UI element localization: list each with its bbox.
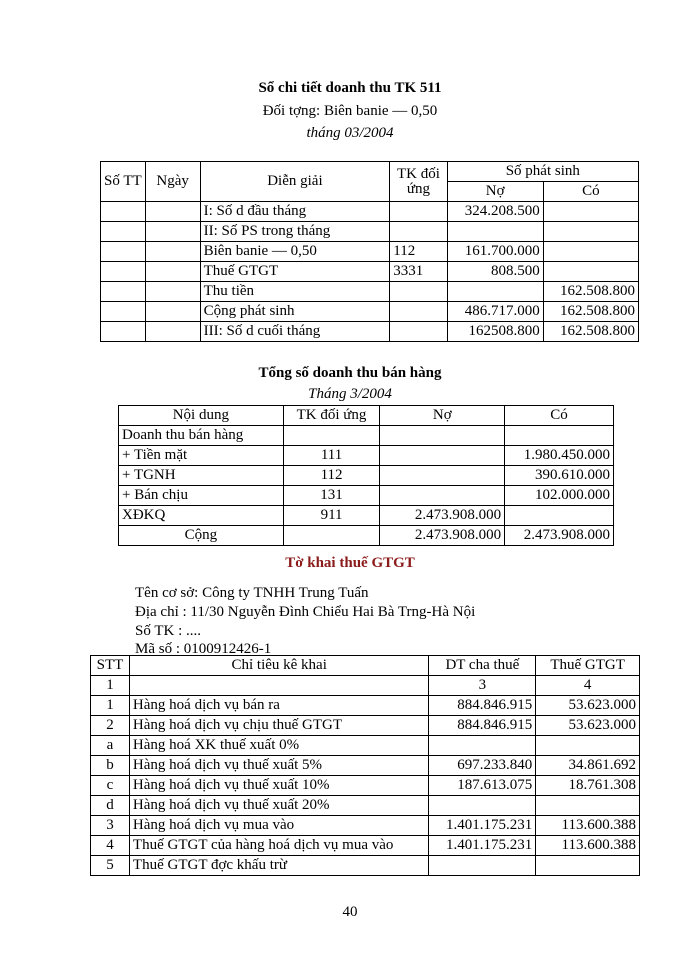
row-stt: 1 [91,696,130,716]
row-description: Cộng phát sinh [200,302,390,322]
col-number-item [129,676,429,696]
row-vat: 53.623.000 [536,716,640,736]
header-credit: Có [505,406,614,426]
table-row [101,242,639,262]
header-date: Ngày [145,162,200,202]
row-vat: 113.600.388 [536,816,640,836]
row-revenue: 1.401.175.231 [429,816,536,836]
row-vat [536,736,640,756]
row-debit: 486.717.000 [447,302,543,322]
header-credit: Có [543,182,638,202]
row-vat: 18.761.308 [536,776,640,796]
row-credit [505,506,614,526]
row-revenue: 884.846.915 [429,716,536,736]
row-account [283,426,380,446]
row-debit [447,282,543,302]
row-account: 911 [283,506,380,526]
vat-declaration-table [90,655,640,876]
revenue-summary-title: Tổng số doanh thu bán hàng [258,365,442,381]
total-debit: 2.473.908.000 [380,526,505,546]
header-vat: Thuế GTGT [536,656,640,676]
row-revenue [429,736,536,756]
row-vat [536,796,640,816]
total-label: Cộng [119,526,284,546]
row-vat: 53.623.000 [536,696,640,716]
account-number: Số TK : .... [135,623,201,639]
row-content: XĐKQ [119,506,284,526]
header-stt: Số TT [101,162,146,202]
row-credit [543,262,638,282]
row-item: Hàng hoá dịch vụ thuế xuất 20% [129,796,429,816]
row-revenue: 697.233.840 [429,756,536,776]
table-row [119,486,614,506]
header-debit: Nợ [380,406,505,426]
row-item: Hàng hoá XK thuế xuất 0% [129,736,429,756]
row-account [390,322,447,342]
ledger-period: tháng 03/2004 [306,125,394,141]
total-row [119,526,614,546]
table-row [119,506,614,526]
table-row [91,736,640,756]
header-item: Chỉ tiêu kê khai [129,656,429,676]
row-debit: 162508.800 [447,322,543,342]
table-row [101,262,639,282]
column-number-row [91,676,640,696]
row-description: Thuế GTGT [200,262,390,282]
row-account: 112 [283,466,380,486]
row-stt: 5 [91,856,130,876]
row-debit: 2.473.908.000 [380,506,505,526]
row-revenue: 187.613.075 [429,776,536,796]
row-account [390,222,447,242]
row-account [390,302,447,322]
row-stt: 2 [91,716,130,736]
header-account: TK đối ứng [390,162,447,202]
header-description: Diễn giải [200,162,390,202]
row-credit: 162.508.800 [543,322,638,342]
row-credit: 390.610.000 [505,466,614,486]
col-number-stt: 1 [91,676,130,696]
ledger-subject: Đối tợng: Biên banie — 0,50 [262,103,438,119]
row-content: Doanh thu bán hàng [119,426,284,446]
col-number-vat: 4 [536,676,640,696]
table-row [91,856,640,876]
row-credit [543,202,638,222]
row-stt: 4 [91,836,130,856]
row-revenue: 1.401.175.231 [429,836,536,856]
table-row [101,302,639,322]
row-description: Thu tiền [200,282,390,302]
ledger-table [100,161,639,342]
row-item: Hàng hoá dịch vụ bán ra [129,696,429,716]
revenue-summary-period: Tháng 3/2004 [308,386,392,402]
row-credit: 162.508.800 [543,282,638,302]
row-debit [380,446,505,466]
header-debit: Nợ [447,182,543,202]
tax-code: Mã số : 0100912426-1 [135,641,272,657]
table-row [101,322,639,342]
row-revenue [429,796,536,816]
row-description: Biên banie — 0,50 [200,242,390,262]
row-description: I: Số d đầu tháng [200,202,390,222]
row-credit: 102.000.000 [505,486,614,506]
header-content: Nội dung [119,406,284,426]
row-description: II: Số PS trong tháng [200,222,390,242]
company-address: Địa chỉ : 11/30 Nguyễn Đình Chiểu Hai Bà Trng-Hà Nội [135,604,476,620]
row-vat: 34.861.692 [536,756,640,776]
row-stt: 3 [91,816,130,836]
row-debit: 808.500 [447,262,543,282]
vat-declaration-title: Tờ khai thuế GTGT [285,555,415,571]
row-stt: d [91,796,130,816]
table-row [91,776,640,796]
row-credit [543,242,638,262]
row-account: 131 [283,486,380,506]
row-item: Hàng hoá dịch vụ thuế xuất 10% [129,776,429,796]
header-account: TK đối ứng [283,406,380,426]
table-row [91,696,640,716]
table-row [101,222,639,242]
row-debit [380,426,505,446]
table-row [101,202,639,222]
total-account [283,526,380,546]
header-revenue: DT cha thuế [429,656,536,676]
row-content: + TGNH [119,466,284,486]
row-debit [380,486,505,506]
table-row [119,426,614,446]
table-row [91,756,640,776]
row-account [390,282,447,302]
row-item: Hàng hoá dịch vụ chịu thuế GTGT [129,716,429,736]
row-debit: 161.700.000 [447,242,543,262]
page-number: 40 [342,904,358,920]
row-vat [536,856,640,876]
ledger-title: Sổ chi tiết doanh thu TK 511 [258,80,442,96]
header-arising: Số phát sinh [447,162,638,182]
row-account [390,202,447,222]
table-row [91,816,640,836]
row-account: 111 [283,446,380,466]
row-account: 3331 [390,262,447,282]
revenue-summary-table [118,405,614,546]
row-content: + Bán chịu [119,486,284,506]
row-revenue [429,856,536,876]
row-item: Thuế GTGT của hàng hoá dịch vụ mua vào [129,836,429,856]
row-debit: 324.208.500 [447,202,543,222]
row-credit: 1.980.450.000 [505,446,614,466]
table-row [119,446,614,466]
row-stt: a [91,736,130,756]
table-row [119,466,614,486]
row-item: Thuế GTGT đợc khấu trừ [129,856,429,876]
row-debit [380,466,505,486]
row-vat: 113.600.388 [536,836,640,856]
table-row [91,716,640,736]
row-item: Hàng hoá dịch vụ mua vào [129,816,429,836]
table-row [91,836,640,856]
row-stt: c [91,776,130,796]
row-revenue: 884.846.915 [429,696,536,716]
row-stt: b [91,756,130,776]
col-number-revenue: 3 [429,676,536,696]
row-account: 112 [390,242,447,262]
row-credit: 162.508.800 [543,302,638,322]
company-name: Tên cơ sở: Công ty TNHH Trung Tuấn [135,585,369,601]
row-item: Hàng hoá dịch vụ thuế xuất 5% [129,756,429,776]
row-debit [447,222,543,242]
row-description: III: Số d cuối tháng [200,322,390,342]
row-credit [505,426,614,446]
table-row [101,282,639,302]
header-stt: STT [91,656,130,676]
row-credit [543,222,638,242]
total-credit: 2.473.908.000 [505,526,614,546]
table-row [91,796,640,816]
row-content: + Tiền mặt [119,446,284,466]
